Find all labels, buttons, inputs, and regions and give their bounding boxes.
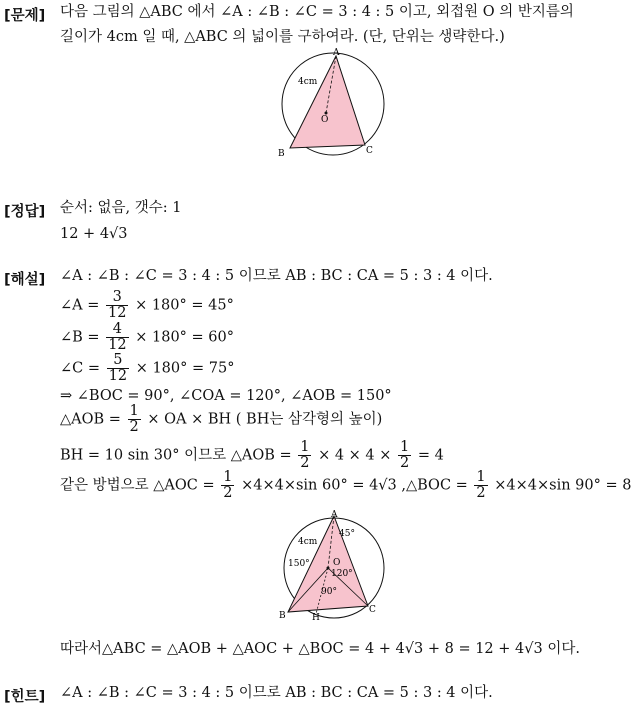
solution-aob-formula: △AOB = $\frac{1}{2}$ × OA × BH ( BH는 삼각형의 높이) [60, 403, 383, 436]
solution-aob-value: BH = 10 sin 30° 이므로 △AOB = $\frac{1}{2}$ × 4 × 4 × $\frac{1}{2}$ = 4 [60, 439, 444, 472]
fig2-label-A: A [331, 510, 338, 520]
hint-label: [힌트] [4, 689, 46, 705]
hint-line: ∠A : ∠B : ∠C = 3 : 4 : 5 이므로 AB : BC : CA = 5 : 3 : 4 이다. [60, 685, 493, 701]
fig2-label-H: H [312, 613, 320, 623]
fig2-label-45: 45° [339, 529, 355, 539]
fig2-label-90: 90° [321, 587, 337, 597]
solution-angle-b: ∠B = $\frac{4}{12}$ × 180° = 60° [60, 321, 235, 354]
fig1-label-B: B [278, 149, 285, 159]
solution-aoc-boc: 같은 방법으로 △AOC = $\frac{1}{2}$ ×4×4×sin 60° = 4√3 ,△BOC = $\frac{1}{2}$ ×4×4×sin 90° = 8 [60, 469, 631, 502]
fig2-label-C: C [369, 605, 376, 615]
problem-line-1: 다음 그림의 △ABC 에서 ∠A : ∠B : ∠C = 3 : 4 : 5 이고, 외접원 O 의 반지름의 [60, 4, 574, 20]
fig2-label-radius: 4cm [298, 537, 318, 547]
solution-label: [해설] [4, 272, 46, 288]
fig1-label-A: A [333, 48, 340, 58]
solution-central-angles: ⇒ ∠BOC = 90°, ∠COA = 120°, ∠AOB = 150° [60, 388, 392, 404]
fig2-label-B: B [279, 611, 286, 621]
fig2-label-120: 120° [331, 569, 353, 579]
fig2-label-150: 150° [288, 559, 310, 569]
fig2-label-O: O [333, 558, 341, 568]
solution-angle-a: ∠A = $\frac{3}{12}$ × 180° = 45° [60, 289, 234, 322]
problem-label: [문제] [4, 8, 46, 24]
answer-value: 12 + 4√3 [60, 226, 128, 242]
fig1-label-radius: 4cm [298, 77, 318, 87]
solution-angle-c: ∠C = $\frac{5}{12}$ × 180° = 75° [60, 352, 235, 385]
solution-conclusion: 따라서△ABC = △AOB + △AOC + △BOC = 4 + 4√3 + 8 = 12 + 4√3 이다. [60, 641, 580, 657]
problem-figure [268, 48, 398, 160]
fig1-label-O: O [321, 115, 329, 125]
solution-line-1: ∠A : ∠B : ∠C = 3 : 4 : 5 이므로 AB : BC : CA = 5 : 3 : 4 이다. [60, 268, 493, 284]
answer-line-1: 순서: 없음, 갯수: 1 [60, 200, 182, 216]
problem-line-2: 길이가 4cm 일 때, △ABC 의 넓이를 구하여라. (단, 단위는 생략한다.) [60, 29, 505, 45]
answer-label: [정답] [4, 204, 46, 220]
fig1-label-C: C [366, 146, 373, 156]
solution-figure [276, 508, 396, 626]
